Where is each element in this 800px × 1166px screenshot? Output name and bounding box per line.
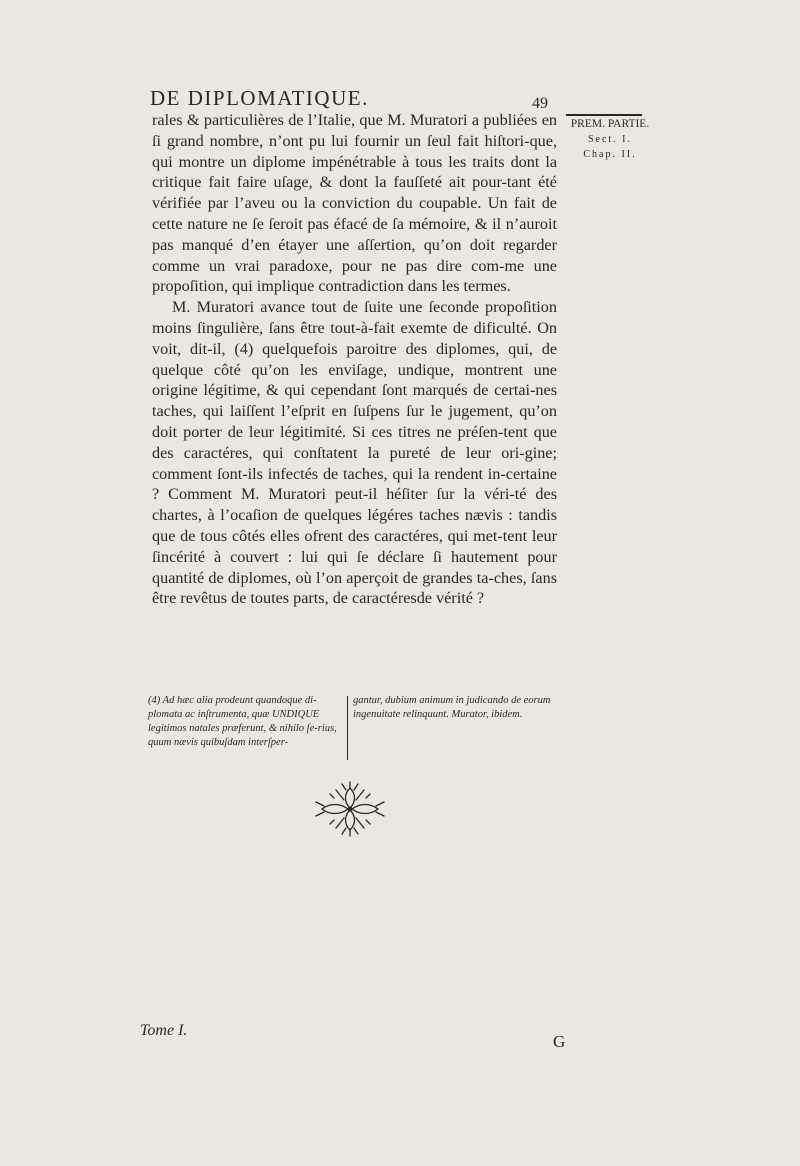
margin-note [565,117,655,162]
footnote-left-column: (4) Ad hæc alia prodeunt quandoque di-plomata ac inſtrumenta, quæ UNDIQUE legitimos natales præferunt, & nihilo ſe-rius, quum nævis quibuſdam interſper- [148,695,337,748]
gathering-mark: G [553,1032,566,1051]
footnote-right-column: gantur, dubium animum in judicando de eorum ingenuitate relinquunt. Murator, ibidem. [353,695,551,720]
signature-mark: Tome I. [140,1022,188,1039]
margin-chapter: Chap. II. [583,149,637,160]
page-number: 49 [532,95,548,112]
margin-part: PREM. PARTIE. [570,118,650,130]
margin-section: Sect. I. [587,134,633,145]
paragraph-1: rales & particulières de l’Italie, que M. Muratori a publiées en ſi grand nombre, n’ont pu lui fournir un ſeul fait hiſtori-que, qui montre un diplome impénétrable à tous les traits dont la critique fait faire uſage, & dont la fauſſeté ait pour-tant été vérifiée par l’aveu ou la conviction du coupable. Un fait de cette nature ne ſe ſeroit pas éfacé de ſa mémoire, & il n’auroit pas manqué d’en étayer une aſſertion, qu’on doit regarder comme un vrai paradoxe, pour ne pas dire com-me une propoſition, qui implique contradiction dans les termes. [152,111,557,296]
paragraph-2: M. Muratori avance tout de ſuite une ſeconde propoſition moins ſingulière, ſans être tout-à-fait exemte de dificulté. On voit, dit-il, (4) quelquefois paroitre des diplomes, qui, de quelque côté qu’on les enviſage, undique, montrent une origine légitime, & qui cependant ſont marqués de certai-nes taches, qui laiſſent l’eſprit en ſuſpens ſur le jugement, qu’on doit porter de leur légitimité. Si ces titres ne préſen-tent que des caractéres, qui conſtatent la pureté de leur ori-gine; comment ſont-ils infectés de taches, qui la rendent in-certaine ? Comment M. Muratori peut-il héſiter ſur la véri-té des chartes, à l’ocaſion de quelques légéres taches nævis : tandis que de tous côtés elles ofrent des caractéres, qui met-tent leur ſincérité à couvert : lui qui ſe déclare ſi hautement pour quantité de diplomes, où l’on aperçoit de grandes ta-ches, ſans être revêtus de toutes parts, de caractéresde vérité ? [152,298,557,608]
running-head: DE DIPLOMATIQUE. [150,86,369,110]
footnote-divider [347,696,348,760]
main-text [152,110,557,609]
margin-rule [566,114,642,116]
floral-ornament-icon [310,780,390,838]
